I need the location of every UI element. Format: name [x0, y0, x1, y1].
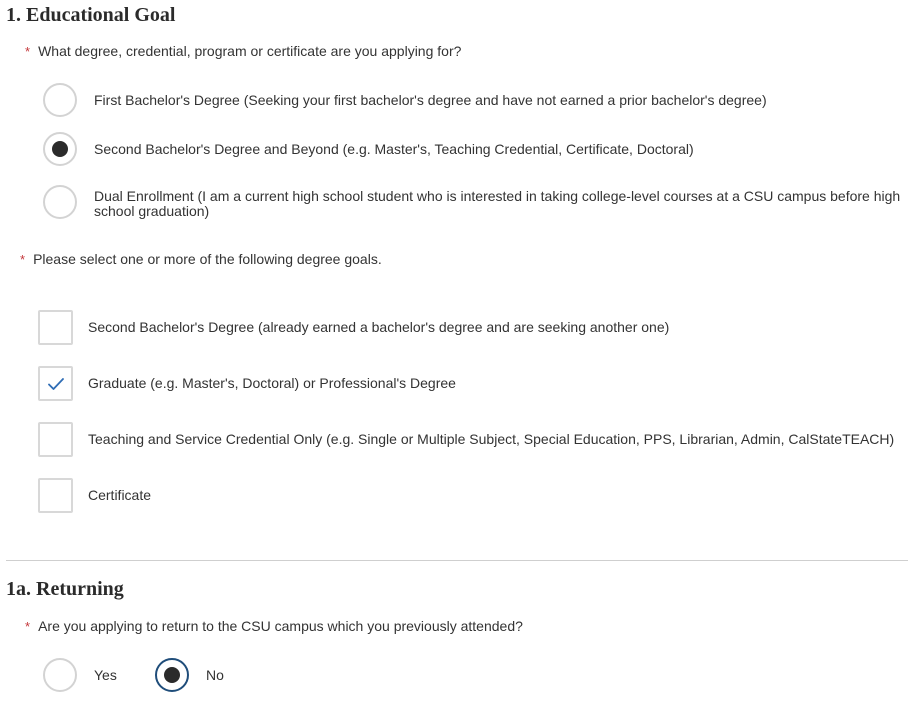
radio-selected-dot	[52, 141, 68, 157]
question-degree-goals	[20, 251, 382, 267]
radio-option-label: Second Bachelor's Degree and Beyond (e.g. Master's, Teaching Credential, Certificate, Doctoral)	[94, 140, 694, 157]
checkmark-icon	[47, 377, 65, 391]
checkbox[interactable]	[38, 310, 73, 345]
required-asterisk-icon: *	[20, 251, 26, 267]
radio-button[interactable]	[43, 83, 77, 117]
radio-option-second-bachelors-beyond[interactable]	[43, 132, 694, 166]
required-asterisk-icon: *	[25, 618, 31, 634]
checkbox-option-graduate[interactable]	[38, 366, 456, 401]
radio-option-label: First Bachelor's Degree (Seeking your first bachelor's degree and have not earned a prior bachelor's degree)	[94, 91, 767, 108]
checkbox-option-second-bachelors[interactable]	[38, 310, 669, 345]
checkbox[interactable]	[38, 478, 73, 513]
radio-option-label: No	[206, 666, 224, 683]
section-title-returning: 1a. Returning	[6, 578, 124, 600]
radio-option-label: Dual Enrollment (I am a current high school student who is interested in taking college-level courses at a CSU campus before high school graduation)	[94, 188, 901, 219]
checkbox[interactable]	[38, 422, 73, 457]
required-asterisk-icon: *	[25, 43, 31, 59]
question-degree-type	[25, 43, 461, 59]
radio-option-dual-enrollment[interactable]	[43, 185, 908, 219]
radio-option-label: Yes	[94, 666, 117, 683]
checkbox-option-certificate[interactable]	[38, 478, 151, 513]
checkbox-option-label: Teaching and Service Credential Only (e.g. Single or Multiple Subject, Special Education, PPS, Librarian, Admin, CalStateTEACH)	[88, 431, 895, 447]
question-label: What degree, credential, program or certificate are you applying for?	[38, 43, 462, 59]
radio-option-yes[interactable]	[43, 658, 117, 692]
checkbox-option-label: Graduate (e.g. Master's, Doctoral) or Professional's Degree	[88, 375, 456, 391]
question-label: Are you applying to return to the CSU campus which you previously attended?	[38, 618, 523, 634]
section-divider	[6, 560, 908, 561]
radio-selected-dot	[164, 667, 180, 683]
checkbox-checked[interactable]	[38, 366, 73, 401]
radio-button-selected[interactable]	[43, 132, 77, 166]
question-label: Please select one or more of the following degree goals.	[33, 251, 382, 267]
radio-option-first-bachelors[interactable]	[43, 83, 767, 117]
radio-button-selected[interactable]	[155, 658, 189, 692]
radio-button[interactable]	[43, 185, 77, 219]
checkbox-option-teaching-credential[interactable]	[38, 422, 894, 457]
section-title-educational-goal: 1. Educational Goal	[6, 4, 176, 26]
checkbox-option-label: Certificate	[88, 487, 152, 503]
checkbox-option-label: Second Bachelor's Degree (already earned a bachelor's degree and are seeking another one)	[88, 319, 670, 335]
radio-option-no[interactable]	[155, 658, 224, 692]
question-returning	[25, 618, 523, 634]
radio-button[interactable]	[43, 658, 77, 692]
